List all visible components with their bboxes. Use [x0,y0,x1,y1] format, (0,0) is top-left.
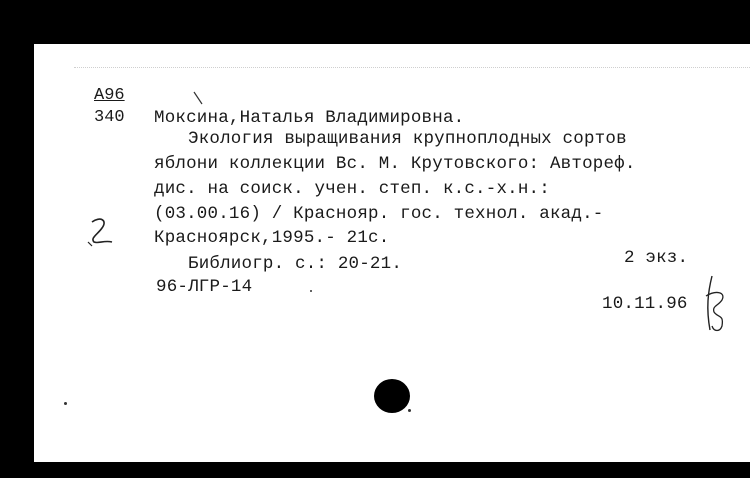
punched-hole [374,379,410,413]
handwritten-tick-mark [192,90,206,108]
copies-count: 2 экз. [624,248,689,268]
speck [64,402,67,405]
title-line-2: яблони коллекции Вс. М. Крутовского: Автореф. [154,154,636,174]
speck [310,290,312,292]
title-line-1: Экология выращивания крупноплодных сортов [188,129,627,149]
bibliography-note: Библиогр. с.: 20-21. [188,254,403,274]
catalog-card [34,44,750,462]
call-number-top: A96 [94,86,125,105]
date-stamp: 10.11.96 [602,294,688,314]
title-line-4: (03.00.16) / Краснояр. гос. технол. акад.- [154,204,604,224]
card-ruling [74,67,750,69]
title-line-3: дис. на соиск. учен. степ. к.с.-х.н.: [154,179,550,199]
register-code: 96-ЛГР-14 [156,277,253,297]
speck [408,409,411,412]
call-number-bottom: 340 [94,108,125,127]
handwritten-initials [702,272,732,336]
handwritten-margin-mark [82,214,122,254]
title-line-5: Красноярск,1995.- 21с. [154,228,390,248]
author-heading: Моксина,Наталья Владимировна. [154,108,465,128]
